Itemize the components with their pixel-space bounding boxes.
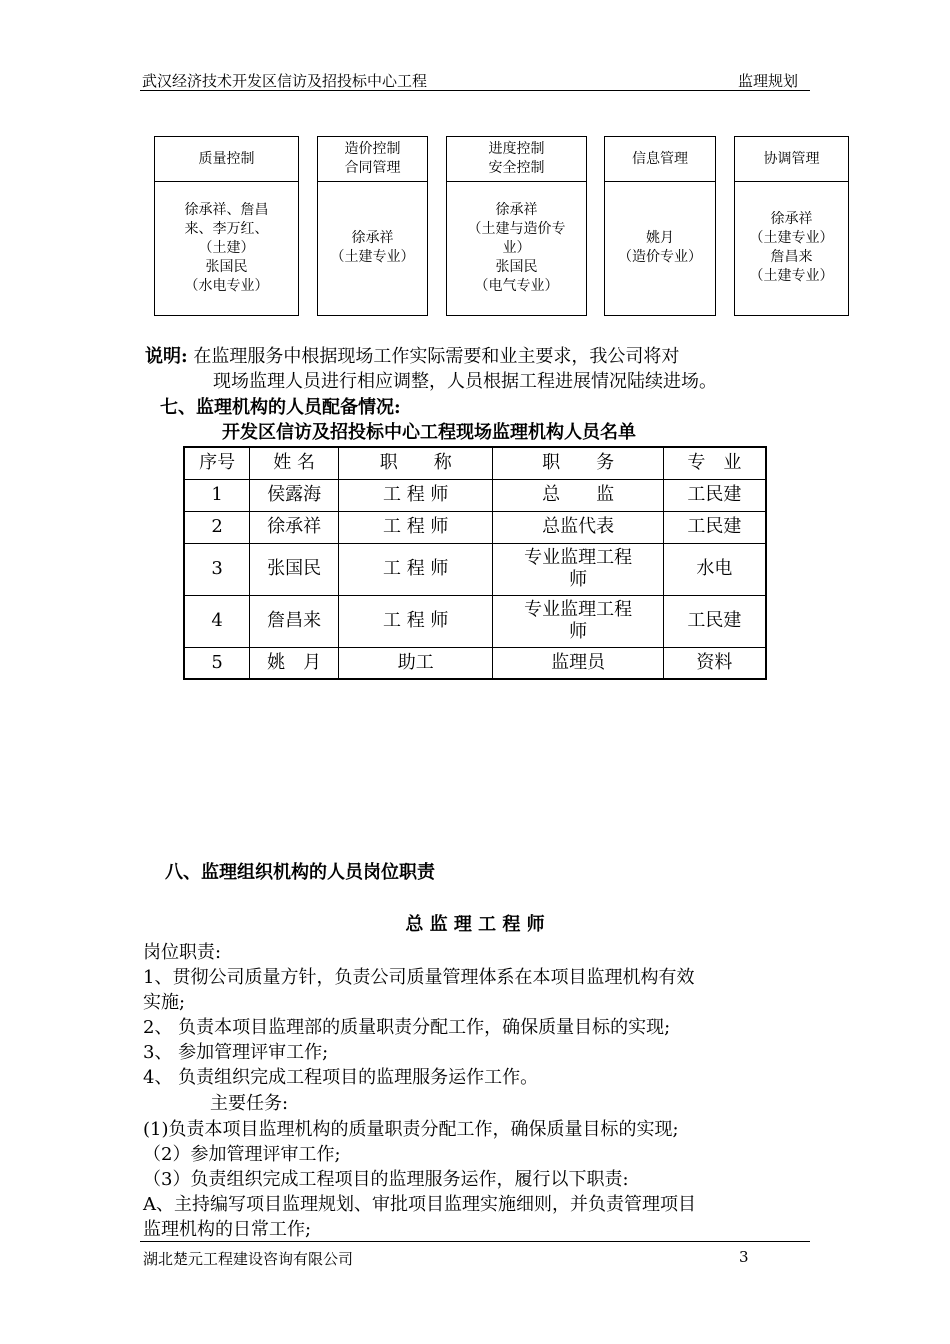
org-box-person: 徐承祥: [351, 230, 394, 246]
task-item: （3）负责组织完成工程项目的监理服务运作，履行以下职责:: [143, 1169, 629, 1190]
org-box-title: 造价控制: [344, 141, 401, 157]
cell-duty-line: 专业监理工程: [524, 599, 633, 620]
org-box-person: 徐承祥: [770, 211, 813, 227]
org-box-cost: [317, 136, 428, 316]
cell-title: 工 程 师: [338, 511, 492, 543]
table-row: [184, 479, 766, 511]
staff-table-title: 开发区信访及招投标中心工程现场监理机构人员名单: [222, 422, 636, 443]
staff-table: [183, 446, 767, 680]
col-header: 序号: [184, 447, 250, 479]
col-header: 专 业: [663, 447, 766, 479]
cell-no: 4: [184, 595, 250, 647]
task-item: （2）参加管理评审工作;: [143, 1144, 341, 1165]
cell-name: 姚 月: [250, 647, 339, 679]
org-box-title: 协调管理: [763, 150, 820, 167]
org-box-title: 安全控制: [488, 160, 545, 176]
org-box-person: 詹昌来: [770, 249, 813, 265]
org-box-title: 进度控制: [488, 141, 545, 157]
cell-title: 工 程 师: [338, 479, 492, 511]
cell-duty: 监理员: [493, 647, 663, 679]
cell-duty-line: 师: [569, 569, 588, 590]
cell-major: 工民建: [663, 479, 766, 511]
org-box-person: （电气专业）: [474, 277, 559, 294]
cell-title: 助工: [338, 647, 492, 679]
duty-item: 2、 负责本项目监理部的质量职责分配工作，确保质量目标的实现;: [143, 1017, 671, 1038]
cell-duty: 总 监: [493, 479, 663, 511]
section8-heading: 八、监理组织机构的人员岗位职责: [165, 862, 435, 883]
cell-name: 徐承祥: [250, 511, 339, 543]
cell-major: 工民建: [663, 511, 766, 543]
duty-label: 岗位职责:: [143, 942, 222, 963]
duty-item: 实施;: [143, 992, 186, 1013]
org-box-person: （造价专业）: [618, 249, 702, 265]
table-row: [184, 543, 766, 595]
org-box-person: 业）: [502, 239, 531, 256]
col-header: 职 称: [338, 447, 492, 479]
task-item: (1)负责本项目监理机构的质量职责分配工作，确保质量目标的实现;: [143, 1119, 679, 1140]
cell-name: 张国民: [250, 543, 339, 595]
table-header-row: [184, 447, 766, 479]
duty-item: 1、贯彻公司质量方针，负责公司质量管理体系在本项目监理机构有效: [143, 967, 695, 988]
org-box-person: 徐承祥、詹昌: [184, 201, 269, 218]
org-box-person: 张国民: [495, 258, 538, 275]
org-box-title: 合同管理: [344, 160, 401, 176]
note-line1: 在监理服务中根据现场工作实际需要和业主要求，我公司将对: [193, 346, 680, 367]
org-box-person: （土建专业）: [749, 268, 834, 284]
org-box-schedule: [446, 136, 587, 316]
cell-duty: [493, 595, 663, 647]
section7-heading: 七、监理机构的人员配备情况:: [160, 397, 401, 418]
task-item: A、主持编写项目监理规划、审批项目监理实施细则，并负责管理项目: [143, 1194, 696, 1215]
cell-title: 工 程 师: [338, 595, 492, 647]
org-box-person: （土建专业）: [749, 230, 834, 246]
footer-rule: [140, 1241, 810, 1242]
cell-duty-line: 师: [569, 621, 588, 642]
table-row: [184, 595, 766, 647]
cell-major: 工民建: [663, 595, 766, 647]
cell-duty: 总监代表: [493, 511, 663, 543]
cell-name: 詹昌来: [250, 595, 339, 647]
header-section: 监理规划: [738, 72, 799, 90]
cell-title: 工 程 师: [338, 543, 492, 595]
duty-item: 4、 负责组织完成工程项目的监理服务运作工作。: [143, 1067, 539, 1088]
cell-name: 侯露海: [250, 479, 339, 511]
task-item: 监理机构的日常工作;: [143, 1219, 312, 1240]
org-box-person: 张国民: [205, 258, 248, 275]
cell-no: 2: [184, 511, 250, 543]
org-box-person: （土建专业）: [330, 249, 415, 265]
org-box-person: （水电专业）: [184, 277, 269, 294]
cell-duty-line: 专业监理工程: [524, 547, 633, 568]
duty-item: 3、 参加管理评审工作;: [143, 1042, 329, 1063]
org-box-coordination: [734, 136, 849, 316]
cell-no: 1: [184, 479, 250, 511]
org-box-person: （土建与造价专: [467, 220, 566, 237]
cell-major: 资料: [663, 647, 766, 679]
col-header: 姓 名: [250, 447, 339, 479]
cell-major: 水电: [663, 543, 766, 595]
table-row: [184, 511, 766, 543]
header-title: 武汉经济技术开发区信访及招投标中心工程: [142, 72, 428, 90]
org-box-title: 信息管理: [632, 150, 688, 167]
org-box-person: 姚月: [646, 230, 674, 246]
role-title: 总 监 理 工 程 师: [405, 914, 545, 935]
col-header: 职 务: [493, 447, 663, 479]
task-label: 主要任务:: [210, 1093, 289, 1114]
org-box-title: 质量控制: [198, 150, 255, 167]
cell-duty: [493, 543, 663, 595]
org-box-person: 徐承祥: [495, 201, 538, 218]
footer-company: 湖北楚元工程建设咨询有限公司: [143, 1250, 354, 1268]
org-box-quality: [154, 136, 299, 316]
table-row: [184, 647, 766, 679]
cell-no: 5: [184, 647, 250, 679]
org-box-info: [604, 136, 716, 316]
org-box-person: 来、李万红、: [184, 220, 269, 237]
note-line2: 现场监理人员进行相应调整，人员根据工程进展情况陆续进场。: [213, 371, 717, 392]
header-rule: [140, 90, 810, 91]
note-label: 说明:: [145, 346, 188, 367]
cell-no: 3: [184, 543, 250, 595]
org-box-person: （土建）: [198, 239, 255, 256]
page-number: 3: [739, 1248, 749, 1266]
note-block: [145, 344, 679, 369]
